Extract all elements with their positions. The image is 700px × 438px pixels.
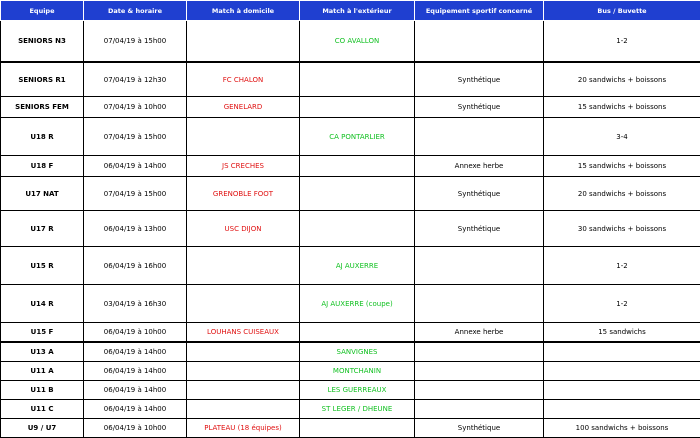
cell-datetime: 06/04/19 à 14h00 [84, 381, 187, 400]
table-row [1, 156, 700, 177]
cell-datetime: 06/04/19 à 14h00 [84, 342, 187, 362]
table-row [1, 419, 700, 438]
cell-equipment [415, 285, 544, 323]
cell-home-match [187, 400, 300, 419]
cell-home-match: GENELARD [187, 97, 300, 118]
cell-bus: 1-2 [544, 247, 700, 285]
table-row [1, 323, 700, 343]
cell-equipment: Annexe herbe [415, 323, 544, 343]
cell-home-match [187, 118, 300, 156]
cell-equipment: Synthétique [415, 177, 544, 211]
cell-away-match [300, 323, 415, 343]
cell-equipment [415, 342, 544, 362]
cell-team: SENIORS N3 [1, 21, 84, 63]
cell-away-match [300, 211, 415, 247]
cell-bus: 1-2 [544, 285, 700, 323]
cell-bus: 20 sandwichs + boissons [544, 177, 700, 211]
table-row [1, 62, 700, 97]
cell-away-match [300, 156, 415, 177]
cell-equipment: Synthétique [415, 211, 544, 247]
table-row [1, 381, 700, 400]
cell-bus: 15 sandwichs [544, 323, 700, 343]
cell-bus [544, 400, 700, 419]
cell-team: U18 F [1, 156, 84, 177]
header-away-match: Match à l'extérieur [300, 1, 415, 21]
cell-datetime: 06/04/19 à 10h00 [84, 323, 187, 343]
cell-equipment: Synthétique [415, 419, 544, 438]
cell-datetime: 03/04/19 à 16h30 [84, 285, 187, 323]
cell-datetime: 06/04/19 à 10h00 [84, 419, 187, 438]
table-row [1, 247, 700, 285]
cell-datetime: 06/04/19 à 13h00 [84, 211, 187, 247]
cell-equipment [415, 21, 544, 63]
table-row [1, 211, 700, 247]
cell-datetime: 06/04/19 à 14h00 [84, 156, 187, 177]
table-row [1, 97, 700, 118]
cell-away-match: AJ AUXERRE (coupe) [300, 285, 415, 323]
table-row [1, 21, 700, 63]
cell-away-match [300, 177, 415, 211]
cell-datetime: 07/04/19 à 15h00 [84, 118, 187, 156]
cell-equipment [415, 400, 544, 419]
cell-bus: 100 sandwichs + boissons [544, 419, 700, 438]
cell-equipment: Synthétique [415, 97, 544, 118]
cell-home-match [187, 342, 300, 362]
cell-equipment [415, 247, 544, 285]
cell-bus [544, 362, 700, 381]
cell-team: U18 R [1, 118, 84, 156]
cell-bus: 30 sandwichs + boissons [544, 211, 700, 247]
cell-bus [544, 342, 700, 362]
cell-team: U17 R [1, 211, 84, 247]
cell-home-match: GRENOBLE FOOT [187, 177, 300, 211]
cell-bus: 20 sandwichs + boissons [544, 62, 700, 97]
cell-team: U9 / U7 [1, 419, 84, 438]
cell-team: SENIORS FEM [1, 97, 84, 118]
cell-away-match: LES GUERREAUX [300, 381, 415, 400]
header-equipment: Equipement sportif concerné [415, 1, 544, 21]
cell-team: SENIORS R1 [1, 62, 84, 97]
cell-bus: 3-4 [544, 118, 700, 156]
cell-bus: 15 sandwichs + boissons [544, 97, 700, 118]
header-team: Equipe [1, 1, 84, 21]
cell-team: U17 NAT [1, 177, 84, 211]
cell-equipment: Annexe herbe [415, 156, 544, 177]
cell-datetime: 07/04/19 à 15h00 [84, 21, 187, 63]
cell-team: U11 C [1, 400, 84, 419]
cell-away-match: MONTCHANIN [300, 362, 415, 381]
cell-team: U13 A [1, 342, 84, 362]
cell-datetime: 07/04/19 à 10h00 [84, 97, 187, 118]
header-home-match: Match à domicile [187, 1, 300, 21]
table-row [1, 118, 700, 156]
cell-datetime: 07/04/19 à 12h30 [84, 62, 187, 97]
cell-team: U14 R [1, 285, 84, 323]
cell-home-match: PLATEAU (18 équipes) [187, 419, 300, 438]
cell-away-match: AJ AUXERRE [300, 247, 415, 285]
table-row [1, 285, 700, 323]
cell-equipment [415, 381, 544, 400]
cell-bus: 1-2 [544, 21, 700, 63]
cell-home-match: LOUHANS CUISEAUX [187, 323, 300, 343]
cell-home-match [187, 362, 300, 381]
cell-home-match: USC DIJON [187, 211, 300, 247]
cell-team: U11 B [1, 381, 84, 400]
cell-datetime: 06/04/19 à 16h00 [84, 247, 187, 285]
cell-away-match: CO AVALLON [300, 21, 415, 63]
cell-away-match [300, 419, 415, 438]
cell-home-match [187, 21, 300, 63]
cell-team: U11 A [1, 362, 84, 381]
cell-home-match [187, 381, 300, 400]
cell-datetime: 06/04/19 à 14h00 [84, 400, 187, 419]
cell-home-match [187, 285, 300, 323]
cell-team: U15 R [1, 247, 84, 285]
cell-bus [544, 381, 700, 400]
header-row [1, 1, 700, 21]
table-row [1, 342, 700, 362]
cell-home-match: JS CRECHES [187, 156, 300, 177]
cell-equipment [415, 118, 544, 156]
cell-datetime: 07/04/19 à 15h00 [84, 177, 187, 211]
cell-home-match [187, 247, 300, 285]
table-row [1, 362, 700, 381]
cell-away-match [300, 97, 415, 118]
table-row [1, 177, 700, 211]
cell-bus: 15 sandwichs + boissons [544, 156, 700, 177]
cell-away-match [300, 62, 415, 97]
header-bus: Bus / Buvette [544, 1, 700, 21]
cell-away-match: CA PONTARLIER [300, 118, 415, 156]
cell-team: U15 F [1, 323, 84, 343]
cell-equipment: Synthétique [415, 62, 544, 97]
table-row [1, 400, 700, 419]
cell-datetime: 06/04/19 à 14h00 [84, 362, 187, 381]
cell-equipment [415, 362, 544, 381]
cell-away-match: ST LEGER / DHEUNE [300, 400, 415, 419]
header-datetime: Date & horaire [84, 1, 187, 21]
cell-away-match: SANVIGNES [300, 342, 415, 362]
cell-home-match: FC CHALON [187, 62, 300, 97]
